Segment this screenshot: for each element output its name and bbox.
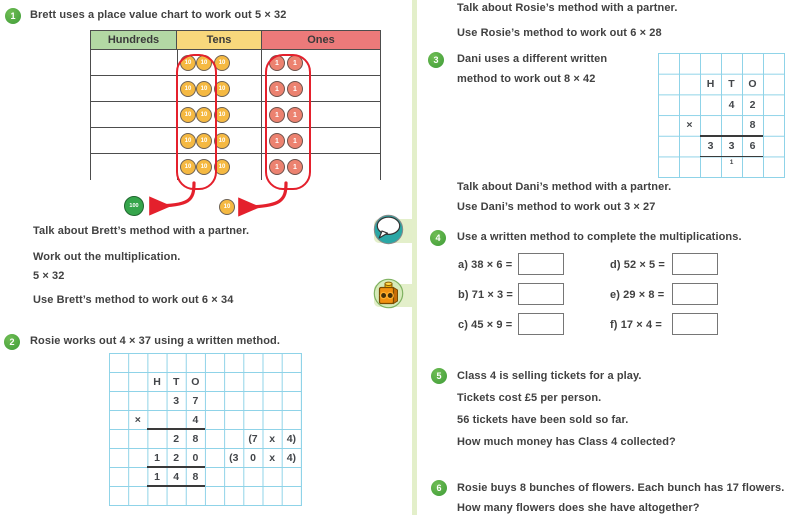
ten-counter: 10 xyxy=(180,81,196,97)
one-counter: 1 xyxy=(269,159,285,175)
tens-circle-loop xyxy=(176,54,217,190)
grid-cell: 4) xyxy=(286,451,297,464)
grid-cell: 3 xyxy=(728,140,735,153)
ten-counter: 10 xyxy=(214,133,230,149)
question-3-badge: 3 xyxy=(428,52,444,68)
q5-line-4: How much money has Class 4 collected? xyxy=(457,436,676,448)
one-counter: 1 xyxy=(269,55,285,71)
grid-cell: T xyxy=(172,375,180,388)
grid-cell: T xyxy=(728,78,735,91)
item-letter: f) xyxy=(610,319,621,331)
grid-cell: 2 xyxy=(173,451,180,464)
grid-cell: 0 xyxy=(250,451,256,464)
q4-item-label xyxy=(458,259,512,272)
ten-counter: 10 xyxy=(180,55,196,71)
item-letter: a) xyxy=(458,259,472,271)
q5-line-2: Tickets cost £5 per person. xyxy=(457,392,602,404)
q4-item-label xyxy=(610,289,664,302)
q3-talk-line: Talk about Dani’s method with a partner. xyxy=(457,181,672,193)
ten-counter-exchange: 10 xyxy=(219,199,235,215)
answer-box xyxy=(518,283,564,305)
grid-cell: x xyxy=(269,432,276,445)
q1-line-workout: Work out the multiplication. xyxy=(33,251,181,263)
ten-counter: 10 xyxy=(196,133,212,149)
question-2-badge: 2 xyxy=(4,334,20,350)
calculation-rule-line xyxy=(700,156,763,158)
item-letter: d) xyxy=(610,259,624,271)
q1-line-use: Use Brett’s method to work out 6 × 34 xyxy=(33,294,234,306)
grid-cell: 4 xyxy=(192,413,199,426)
calculation-rule-line xyxy=(147,466,205,468)
grid-cell: 8 xyxy=(192,470,199,483)
question-4-badge: 4 xyxy=(430,230,446,246)
item-letter: e) xyxy=(610,289,624,301)
carry-digit-cell: 1 xyxy=(729,158,734,166)
grid-cell: 0 xyxy=(192,451,199,464)
ten-counter: 10 xyxy=(214,107,230,123)
q4-item-label xyxy=(458,289,513,302)
q3-title-line2: method to work out 8 × 42 xyxy=(457,73,596,85)
grid-cell: 2 xyxy=(749,98,756,111)
one-counter: 1 xyxy=(287,81,303,97)
ones-circle-loop xyxy=(265,54,311,190)
ten-counter: 10 xyxy=(180,133,196,149)
grid-cell: 1 xyxy=(154,470,160,483)
ten-counter: 10 xyxy=(214,81,230,97)
grid-cell: H xyxy=(153,375,161,388)
grid-cell: 7 xyxy=(192,394,199,407)
ten-counter: 10 xyxy=(214,159,230,175)
q4-title: Use a written method to complete the multiplications. xyxy=(457,231,742,243)
one-counter: 1 xyxy=(287,159,303,175)
item-expression: 45 × 9 = xyxy=(471,319,513,331)
q1-line-expression: 5 × 32 xyxy=(33,270,65,282)
grid-cell: 8 xyxy=(192,432,199,445)
one-counter: 1 xyxy=(287,133,303,149)
q6-line-2: How many flowers does she have altogether? xyxy=(457,502,700,514)
one-counter: 1 xyxy=(269,107,285,123)
grid-cell: × xyxy=(686,119,693,132)
ten-counter: 10 xyxy=(214,55,230,71)
grid-cell: 4 xyxy=(728,98,735,111)
item-expression: 71 × 3 = xyxy=(471,289,513,301)
q4-item-label xyxy=(458,319,512,332)
calculation-rule-line xyxy=(147,428,205,430)
q4-item-label xyxy=(610,319,662,332)
grid-cell: 4 xyxy=(173,470,180,483)
one-counter: 1 xyxy=(269,81,285,97)
item-letter: b) xyxy=(458,289,472,301)
answer-box xyxy=(518,313,564,335)
ten-counter: 10 xyxy=(196,81,212,97)
answer-box xyxy=(672,313,718,335)
item-expression: 52 × 5 = xyxy=(623,259,665,271)
q3-squared-paper-grid xyxy=(658,53,785,178)
q3-use-line: Use Dani’s method to work out 3 × 27 xyxy=(457,201,656,213)
header-tens: Tens xyxy=(177,30,262,50)
item-expression: 29 × 8 = xyxy=(623,289,665,301)
ten-counter: 10 xyxy=(196,159,212,175)
grid-cell: × xyxy=(134,413,141,426)
grid-cell: 2 xyxy=(173,432,180,445)
question-5-badge: 5 xyxy=(431,368,447,384)
grid-cell: 3 xyxy=(707,140,714,153)
calculation-rule-line xyxy=(700,135,763,137)
ten-counter: 10 xyxy=(180,159,196,175)
dice-icon xyxy=(373,278,404,309)
ten-counter: 10 xyxy=(196,107,212,123)
grid-cell: x xyxy=(269,451,276,464)
grid-cell: (3 xyxy=(229,451,239,464)
talk-rosie-line: Talk about Rosie’s method with a partner. xyxy=(457,2,678,14)
q6-line-1: Rosie buys 8 bunches of flowers. Each bunch has 17 flowers. xyxy=(457,482,785,494)
grid-cell: 3 xyxy=(173,394,180,407)
grid-cell: 1 xyxy=(154,451,160,464)
item-expression: 17 × 4 = xyxy=(620,319,662,331)
grid-cell: (7 xyxy=(248,432,258,445)
q5-line-3: 56 tickets have been sold so far. xyxy=(457,414,629,426)
one-counter: 1 xyxy=(269,133,285,149)
grid-cell: 4) xyxy=(286,432,297,445)
grid-cell: O xyxy=(748,78,757,91)
q1-line-talk: Talk about Brett’s method with a partner. xyxy=(33,225,250,237)
column-divider-bar xyxy=(412,0,417,515)
ten-counter: 10 xyxy=(180,107,196,123)
question-1-badge: 1 xyxy=(5,8,21,24)
grid-cell: O xyxy=(191,375,200,388)
hundred-counter: 100 xyxy=(124,196,144,216)
q4-item-label xyxy=(610,259,665,272)
item-letter: c) xyxy=(458,319,472,331)
q5-line-1: Class 4 is selling tickets for a play. xyxy=(457,370,642,382)
grid-cell: 6 xyxy=(749,140,756,153)
speech-bubble-icon xyxy=(373,214,404,245)
ten-counter: 10 xyxy=(196,55,212,71)
calculation-rule-line xyxy=(147,485,205,487)
answer-box xyxy=(518,253,564,275)
item-expression: 38 × 6 = xyxy=(471,259,513,271)
answer-box xyxy=(672,283,718,305)
exchange-arrows xyxy=(90,30,381,225)
grid-cell: H xyxy=(706,78,715,91)
one-counter: 1 xyxy=(287,55,303,71)
header-ones: Ones xyxy=(262,30,381,50)
q3-title-line1: Dani uses a different written xyxy=(457,53,608,65)
place-value-chart xyxy=(90,30,381,225)
header-hundreds: Hundreds xyxy=(90,30,177,50)
use-rosie-line: Use Rosie’s method to work out 6 × 28 xyxy=(457,27,662,39)
q2-squared-paper-grid xyxy=(109,353,302,506)
answer-box xyxy=(672,253,718,275)
q2-title: Rosie works out 4 × 37 using a written method. xyxy=(30,335,281,347)
question-6-badge: 6 xyxy=(431,480,447,496)
q1-title: Brett uses a place value chart to work out 5 × 32 xyxy=(30,9,287,21)
one-counter: 1 xyxy=(287,107,303,123)
grid-cell: 8 xyxy=(749,119,756,132)
